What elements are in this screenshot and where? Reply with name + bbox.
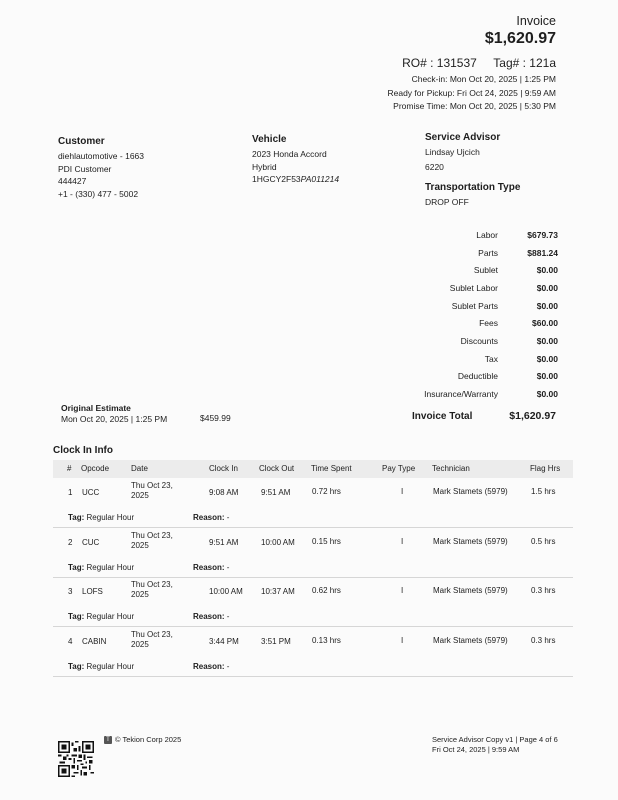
summary-value: $0.00 bbox=[536, 265, 558, 276]
charges-summary bbox=[380, 226, 558, 403]
advisor-heading: Service Advisor bbox=[425, 132, 501, 143]
row-clock-in: 9:51 AM bbox=[209, 538, 239, 547]
col-opcode: Opcode bbox=[81, 464, 110, 473]
vehicle-model: 2023 Honda Accord bbox=[252, 149, 327, 159]
row-reason bbox=[193, 513, 229, 522]
row-tag bbox=[68, 612, 134, 621]
vehicle-vin bbox=[252, 173, 339, 186]
row-technician: Mark Stamets (5979) bbox=[433, 537, 508, 546]
row-pay-type: I bbox=[401, 537, 404, 546]
row-flag-hrs: 0.5 hrs bbox=[531, 537, 556, 546]
tag-prefix: Tag: bbox=[68, 563, 85, 572]
invoice-title: Invoice bbox=[516, 14, 556, 28]
footer-date: Fri Oct 24, 2025 | 9:59 AM bbox=[432, 745, 520, 754]
row-clock-out: 10:00 AM bbox=[261, 538, 295, 547]
summary-value: $0.00 bbox=[536, 282, 558, 293]
row-reason bbox=[193, 563, 229, 572]
summary-row bbox=[380, 350, 558, 368]
row-date-line1: Thu Oct 23, bbox=[131, 531, 173, 540]
row-tag bbox=[68, 563, 134, 572]
row-clock-out: 9:51 AM bbox=[261, 488, 291, 497]
summary-label: Sublet Parts bbox=[451, 300, 498, 311]
row-technician: Mark Stamets (5979) bbox=[433, 487, 508, 496]
row-date-line1: Thu Oct 23, bbox=[131, 481, 173, 490]
transport-value: DROP OFF bbox=[425, 197, 469, 207]
row-time-spent: 0.62 hrs bbox=[312, 586, 341, 595]
row-date-line1: Thu Oct 23, bbox=[131, 630, 173, 639]
summary-value: $0.00 bbox=[536, 300, 558, 311]
original-estimate bbox=[61, 403, 167, 424]
reason-prefix: Reason: bbox=[193, 513, 225, 522]
row-pay-type: I bbox=[401, 586, 404, 595]
row-divider bbox=[53, 676, 573, 677]
row-opcode: CUC bbox=[82, 538, 100, 547]
tag-value: Regular Hour bbox=[86, 563, 135, 572]
vin-suffix: PA011214 bbox=[300, 174, 340, 184]
ro-number: RO# : 131537 bbox=[402, 56, 477, 70]
estimate-amount: $459.99 bbox=[200, 413, 231, 423]
customer-heading: Customer bbox=[58, 136, 105, 147]
vehicle-heading: Vehicle bbox=[252, 134, 287, 145]
summary-value: $0.00 bbox=[536, 389, 558, 400]
row-clock-out: 3:51 PM bbox=[261, 637, 291, 646]
row-reason bbox=[193, 612, 229, 621]
col-date: Date bbox=[131, 464, 148, 473]
row-tag bbox=[68, 513, 134, 522]
col-technician: Technician bbox=[432, 464, 470, 473]
tag-value: Regular Hour bbox=[86, 662, 135, 671]
row-reason bbox=[193, 662, 229, 671]
col-time-spent: Time Spent bbox=[311, 464, 352, 473]
ready-pickup-time: Ready for Pickup: Fri Oct 24, 2025 | 9:59 AM bbox=[387, 88, 556, 98]
customer-id: 444427 bbox=[58, 176, 87, 186]
row-tag bbox=[68, 662, 134, 671]
row-flag-hrs: 0.3 hrs bbox=[531, 636, 556, 645]
row-date-line2: 2025 bbox=[131, 590, 149, 599]
reason-value: - bbox=[226, 513, 230, 522]
row-divider bbox=[53, 527, 573, 528]
tag-prefix: Tag: bbox=[68, 662, 85, 671]
row-opcode: UCC bbox=[82, 488, 100, 497]
row-pay-type: I bbox=[401, 487, 404, 496]
invoice-amount: $1,620.97 bbox=[484, 30, 556, 47]
transport-heading: Transportation Type bbox=[425, 182, 521, 193]
tag-value: Regular Hour bbox=[86, 612, 135, 621]
row-clock-in: 3:44 PM bbox=[209, 637, 239, 646]
summary-row bbox=[380, 297, 558, 315]
reason-value: - bbox=[226, 563, 230, 572]
estimate-date: Mon Oct 20, 2025 | 1:25 PM bbox=[61, 414, 168, 424]
tag-prefix: Tag: bbox=[68, 612, 85, 621]
summary-label: Sublet Labor bbox=[449, 282, 498, 293]
summary-value: $881.24 bbox=[527, 247, 558, 258]
qr-code-icon bbox=[58, 741, 94, 777]
advisor-number: 6220 bbox=[425, 161, 444, 172]
advisor-name: Lindsay Ujcich bbox=[425, 147, 480, 157]
row-pay-type: I bbox=[401, 636, 404, 645]
summary-label: Labor bbox=[476, 229, 498, 240]
tekion-logo-icon: T bbox=[104, 736, 112, 744]
vehicle-trim: Hybrid bbox=[252, 161, 277, 172]
reason-prefix: Reason: bbox=[193, 662, 225, 671]
summary-label: Fees bbox=[479, 318, 498, 329]
row-clock-out: 10:37 AM bbox=[261, 587, 295, 596]
check-in-time: Check-in: Mon Oct 20, 2025 | 1:25 PM bbox=[411, 74, 556, 84]
copyright: © Tekion Corp 2025 bbox=[115, 735, 182, 744]
invoice-total-label: Invoice Total bbox=[412, 411, 473, 422]
promise-time: Promise Time: Mon Oct 20, 2025 | 5:30 PM bbox=[393, 101, 556, 111]
invoice-total-value: $1,620.97 bbox=[509, 410, 556, 422]
row-time-spent: 0.13 hrs bbox=[312, 636, 341, 645]
col-pay-type: Pay Type bbox=[382, 464, 416, 473]
row-time-spent: 0.15 hrs bbox=[312, 537, 341, 546]
summary-label: Insurance/Warranty bbox=[424, 389, 498, 400]
vehicle-section bbox=[252, 134, 339, 186]
row-time-spent: 0.72 hrs bbox=[312, 487, 341, 496]
summary-label: Tax bbox=[484, 353, 498, 364]
summary-label: Deductible bbox=[457, 371, 498, 382]
row-num: 2 bbox=[68, 538, 73, 547]
summary-row bbox=[380, 279, 558, 297]
vin-prefix: 1HGCY2F53 bbox=[252, 174, 301, 184]
tag-value: Regular Hour bbox=[86, 513, 135, 522]
summary-row bbox=[380, 368, 558, 386]
summary-row bbox=[380, 244, 558, 262]
copy-page-info: Service Advisor Copy v1 | Page 4 of 6 bbox=[432, 735, 558, 744]
row-date-line2: 2025 bbox=[131, 491, 149, 500]
row-clock-in: 10:00 AM bbox=[209, 587, 243, 596]
customer-name: diehlautomotive - 1663 bbox=[58, 151, 145, 161]
col-clock-out: Clock Out bbox=[259, 464, 295, 473]
reason-prefix: Reason: bbox=[193, 563, 225, 572]
summary-label: Sublet bbox=[473, 265, 498, 276]
row-num: 1 bbox=[68, 488, 73, 497]
ro-tag-line bbox=[402, 56, 556, 70]
row-technician: Mark Stamets (5979) bbox=[433, 636, 508, 645]
row-num: 4 bbox=[68, 637, 73, 646]
row-opcode: LOFS bbox=[82, 587, 103, 596]
row-technician: Mark Stamets (5979) bbox=[433, 586, 508, 595]
customer-section bbox=[58, 136, 144, 200]
summary-value: $0.00 bbox=[536, 371, 558, 382]
summary-value: $0.00 bbox=[536, 353, 558, 364]
advisor-section bbox=[425, 132, 520, 209]
clock-in-heading: Clock In Info bbox=[53, 445, 113, 456]
summary-label: Discounts bbox=[460, 335, 498, 346]
col-num: # bbox=[67, 464, 72, 473]
row-flag-hrs: 1.5 hrs bbox=[531, 487, 556, 496]
summary-row bbox=[380, 314, 558, 332]
row-clock-in: 9:08 AM bbox=[209, 488, 239, 497]
row-date-line2: 2025 bbox=[131, 640, 149, 649]
summary-label: Parts bbox=[478, 247, 498, 258]
reason-value: - bbox=[226, 662, 230, 671]
col-clock-in: Clock In bbox=[209, 464, 238, 473]
row-divider bbox=[53, 626, 573, 627]
row-date-line2: 2025 bbox=[131, 541, 149, 550]
summary-row bbox=[380, 385, 558, 403]
customer-phone: +1 - (330) 477 - 5002 bbox=[58, 188, 139, 199]
summary-value: $60.00 bbox=[532, 318, 558, 329]
summary-row bbox=[380, 261, 558, 279]
summary-value: $0.00 bbox=[536, 335, 558, 346]
row-flag-hrs: 0.3 hrs bbox=[531, 586, 556, 595]
row-date-line1: Thu Oct 23, bbox=[131, 580, 173, 589]
row-opcode: CABIN bbox=[82, 637, 107, 646]
reason-value: - bbox=[226, 612, 230, 621]
col-flag-hrs: Flag Hrs bbox=[530, 464, 561, 473]
customer-type: PDI Customer bbox=[58, 163, 112, 174]
summary-row bbox=[380, 226, 558, 244]
estimate-heading: Original Estimate bbox=[61, 403, 131, 413]
tag-prefix: Tag: bbox=[68, 513, 85, 522]
summary-value: $679.73 bbox=[527, 229, 558, 240]
row-num: 3 bbox=[68, 587, 73, 596]
summary-row bbox=[380, 332, 558, 350]
tag-number: Tag# : 121a bbox=[493, 56, 556, 70]
reason-prefix: Reason: bbox=[193, 612, 225, 621]
row-divider bbox=[53, 577, 573, 578]
